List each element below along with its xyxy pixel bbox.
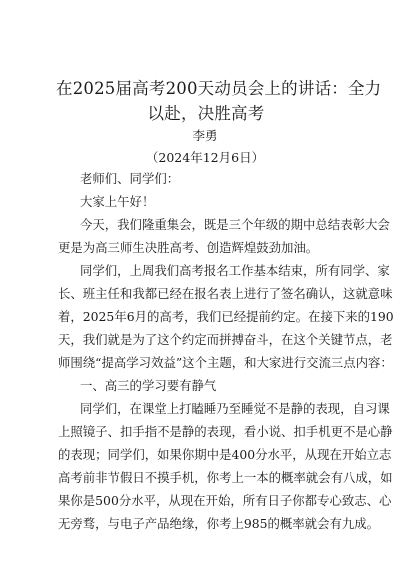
paragraph-line: 天，我们就是为了这个约定而拼搏奋斗，在这个关键节点，老 — [58, 332, 393, 347]
paragraph-line: 更是为高三师生决胜高考、创造辉煌鼓劲加油。 — [58, 240, 319, 255]
paragraph-line: 同学们，在课堂上打瞌睡乃至睡觉不是静的表现，自习课 — [80, 401, 390, 416]
speech-title-line-2: 以赴，决胜高考 — [147, 104, 265, 123]
paragraph-line: 上照镜子、扣手指不是静的表现，看小说、扣手机更不是心静 — [58, 424, 393, 439]
speaker-name: 李勇 — [192, 128, 218, 143]
speech-title — [56, 76, 382, 126]
speech-body — [58, 167, 394, 535]
paragraph-line: 师围绕“提高学习效益”这个主题，和大家进行交流三点内容： — [58, 355, 393, 370]
section-heading: 一、高三的学习要有静气 — [80, 378, 217, 393]
paragraph-line: 高考前非节假日不摸手机，你考上一本的概率就会有八成，如 — [58, 470, 393, 485]
speech-title-line-1: 在2025届高考200天动员会上的讲话：全力 — [56, 79, 382, 98]
speech-date: （2024年12月6日） — [145, 150, 265, 165]
greeting-line: 大家上午好！ — [80, 194, 155, 209]
paragraph-line: 长、班主任和我都已经在报名表上进行了签名确认，这就意味 — [58, 286, 393, 301]
paragraph-line: 今天，我们隆重集会，既是三个年级的期中总结表彰大会 — [80, 217, 390, 232]
paragraph-line: 果你是500分水平，从现在开始，所有日子你都专心致志、心 — [58, 493, 392, 508]
paragraph-line: 的表现；同学们，如果你期中是400分水平，从现在开始立志 — [58, 447, 392, 462]
paragraph-line: 着，2025年6月的高考，我们已经提前约定。在接下来的190 — [58, 309, 394, 324]
paragraph-line: 无旁骛，与电子产品绝缘，你考上985的概率就会有九成。 — [58, 516, 380, 531]
greeting-line: 老师们、同学们： — [80, 171, 180, 186]
paragraph-line: 同学们，上周我们高考报名工作基本结束，所有同学、家 — [80, 263, 390, 278]
